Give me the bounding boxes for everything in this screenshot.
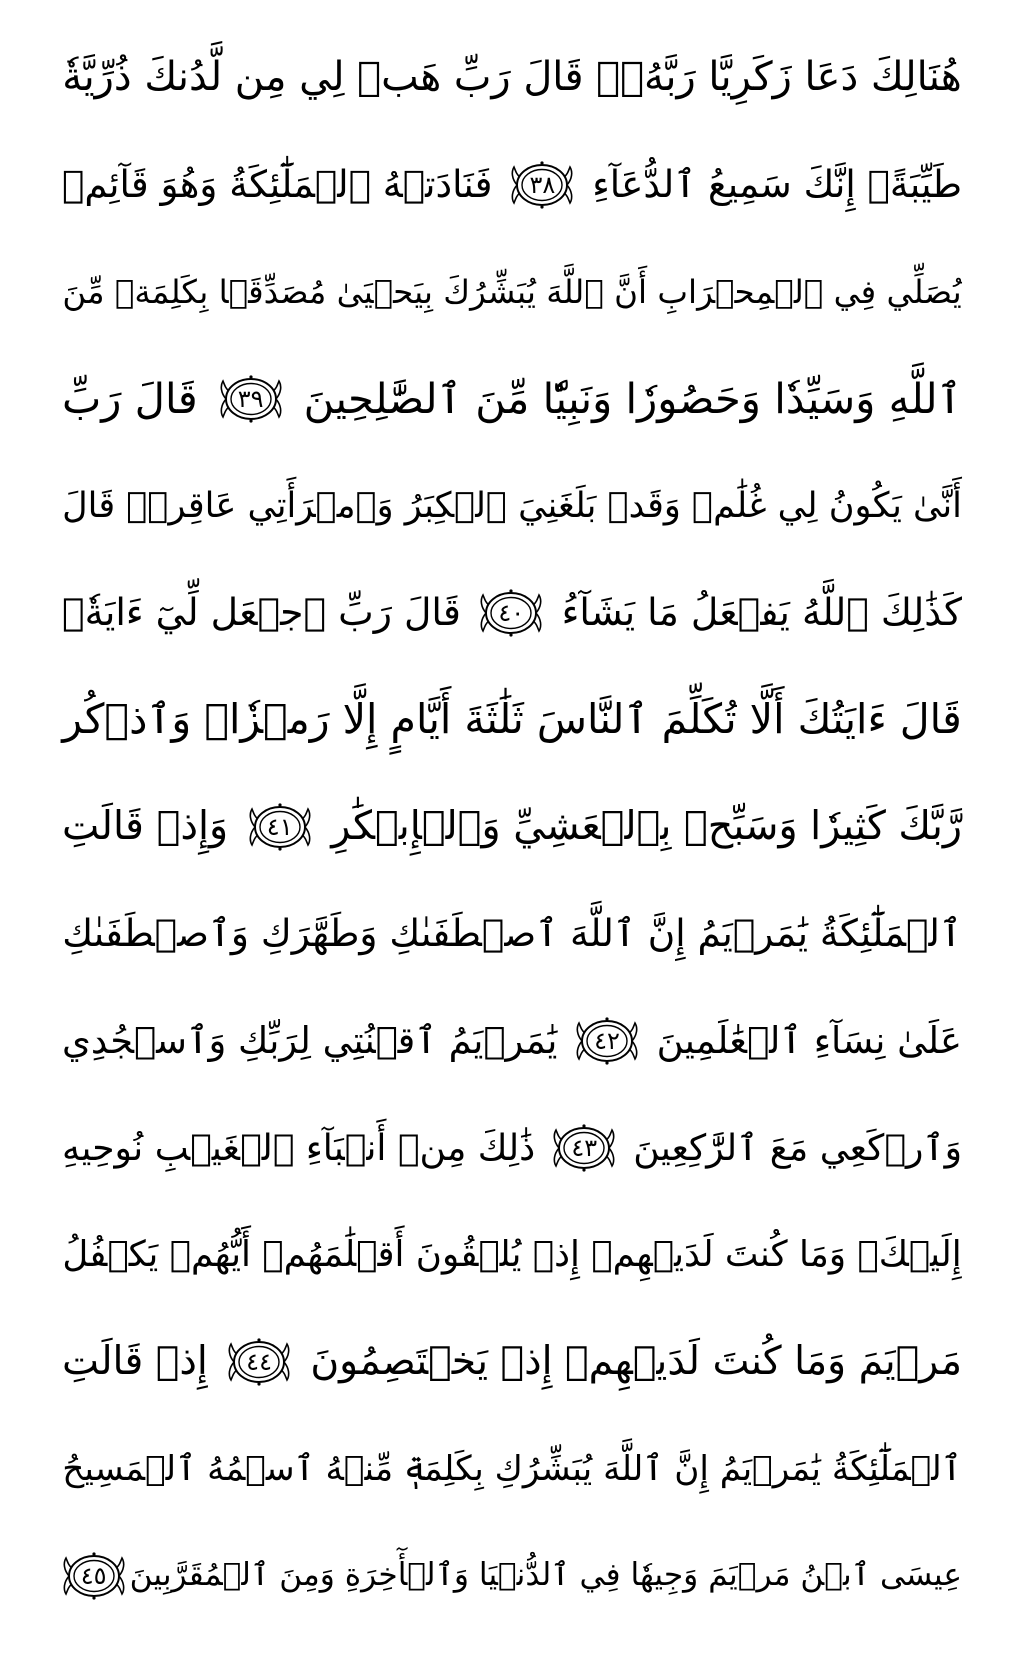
verse-line bbox=[62, 1205, 962, 1305]
ayah-end-marker bbox=[571, 1015, 643, 1067]
ayah-number: ٤٢ bbox=[594, 1027, 620, 1055]
verse-line bbox=[62, 1098, 962, 1198]
verse-lines bbox=[62, 28, 962, 1638]
verse-text: رَّبَّكَ كَثِيرٗا وَسَبِّحۡ بِٱلۡعَشِيِّ وَٱلۡإِبۡكَٰرِ bbox=[331, 803, 962, 850]
verse-text: أَنَّىٰ يَكُونُ لِي غُلَٰمٞ وَقَدۡ بَلَغَنِيَ ٱلۡكِبَرُ وَٱمۡرَأَتِي عَاقِرٞۖ قَالَ bbox=[62, 485, 962, 527]
verse-text: يَٰمَرۡيَمُ ٱقۡنُتِي لِرَبِّكِ وَٱسۡجُدِي bbox=[62, 1018, 558, 1062]
verse-text: قَالَ رَبِّ ٱجۡعَل لِّيٓ ءَايَةٗۖ bbox=[62, 590, 461, 635]
verse-text: إِلَيۡكَۚ وَمَا كُنتَ لَدَيۡهِمۡ إِذۡ يُلۡقُونَ أَقۡلَٰمَهُمۡ أَيُّهُمۡ يَكۡفُلُ bbox=[62, 1234, 962, 1276]
verse-text: ٱلۡمَلَٰٓئِكَةُ يَٰمَرۡيَمُ إِنَّ ٱللَّهَ ٱصۡطَفَىٰكِ وَطَهَّرَكِ وَٱصۡطَفَىٰكِ bbox=[62, 911, 962, 956]
verse-text: ٱللَّهِ وَسَيِّدٗا وَحَصُورٗا وَنَبِيّٗا مِّنَ ٱلصَّٰلِحِينَ bbox=[303, 374, 962, 424]
verse-text: كَذَٰلِكَ ٱللَّهُ يَفۡعَلُ مَا يَشَآءُ bbox=[561, 590, 962, 635]
verse-line bbox=[62, 1312, 962, 1412]
verse-text: قَالَ ءَايَتُكَ أَلَّا تُكَلِّمَ ٱلنَّاسَ ثَلَٰثَةَ أَيَّامٍ إِلَّا رَمۡزٗاۗ وَٱذۡكُر bbox=[62, 695, 962, 744]
verse-line bbox=[62, 991, 962, 1091]
verse-text: عَلَىٰ نِسَآءِ ٱلۡعَٰلَمِينَ bbox=[656, 1018, 962, 1062]
ayah-number: ٣٩ bbox=[237, 385, 264, 413]
ayah-end-marker bbox=[506, 159, 578, 211]
verse-line bbox=[62, 28, 962, 128]
verse-text: وَٱرۡكَعِي مَعَ ٱلرَّٰكِعِينَ bbox=[633, 1126, 962, 1169]
ayah-end-marker bbox=[244, 801, 316, 853]
verse-line bbox=[62, 135, 962, 235]
verse-text: هُنَالِكَ دَعَا زَكَرِيَّا رَبَّهُۥۖ قَالَ رَبِّ هَبۡ لِي مِن لَّدُنكَ ذُرِّيَّةٗ bbox=[62, 54, 962, 101]
ayah-end-marker bbox=[548, 1122, 620, 1174]
ayah-number: ٤٣ bbox=[571, 1134, 598, 1162]
verse-line bbox=[62, 1526, 962, 1626]
verse-text: قَالَ رَبِّ bbox=[62, 374, 198, 424]
verse-text: طَيِّبَةًۖ إِنَّكَ سَمِيعُ ٱلدُّعَآءِ bbox=[592, 162, 962, 207]
verse-text: ذَٰلِكَ مِنۡ أَنۢبَآءِ ٱلۡغَيۡبِ نُوحِيهِ bbox=[62, 1126, 536, 1169]
ayah-number: ٤٠ bbox=[498, 599, 525, 627]
verse-line bbox=[62, 670, 962, 770]
ayah-number: ٣٨ bbox=[529, 171, 556, 199]
verse-line bbox=[62, 456, 962, 556]
verse-text: إِذۡ قَالَتِ bbox=[62, 1339, 208, 1385]
verse-line bbox=[62, 563, 962, 663]
verse-text: عِيسَى ٱبۡنُ مَرۡيَمَ وَجِيهٗا فِي ٱلدُّنۡيَا وَٱلۡأٓخِرَةِ وَمِنَ ٱلۡمُقَرَّبِينَ bbox=[129, 1557, 962, 1594]
verse-text: يُصَلِّي فِي ٱلۡمِحۡرَابِ أَنَّ ٱللَّهَ يُبَشِّرُكَ بِيَحۡيَىٰ مُصَدِّقَۢا بِكَلِمَةٖ مِّنَ bbox=[62, 272, 962, 311]
ayah-number: ٤٥ bbox=[80, 1562, 107, 1590]
verse-line bbox=[62, 884, 962, 984]
ayah-end-marker bbox=[223, 1336, 295, 1388]
verse-text: ٱلۡمَلَٰٓئِكَةُ يَٰمَرۡيَمُ إِنَّ ٱللَّهَ يُبَشِّرُكِ بِكَلِمَةٖ مِّنۡهُ ٱسۡمُهُ ٱلۡمَسِيحُ bbox=[62, 1448, 962, 1489]
verse-line bbox=[62, 777, 962, 877]
verse-line bbox=[62, 1419, 962, 1519]
ayah-end-marker bbox=[475, 587, 547, 639]
ayah-number: ٤١ bbox=[266, 813, 293, 841]
verse-line bbox=[62, 349, 962, 449]
ayah-end-marker bbox=[215, 373, 287, 425]
verse-text: فَنَادَتۡهُ ٱلۡمَلَٰٓئِكَةُ وَهُوَ قَآئِمٞ bbox=[62, 162, 493, 207]
ayah-end-marker bbox=[58, 1550, 130, 1602]
verse-text: مَرۡيَمَ وَمَا كُنتَ لَدَيۡهِمۡ إِذۡ يَخۡتَصِمُونَ bbox=[310, 1339, 962, 1385]
verse-line bbox=[62, 242, 962, 342]
verse-text: وَإِذۡ قَالَتِ bbox=[62, 803, 229, 850]
ayah-number: ٤٤ bbox=[246, 1348, 272, 1376]
